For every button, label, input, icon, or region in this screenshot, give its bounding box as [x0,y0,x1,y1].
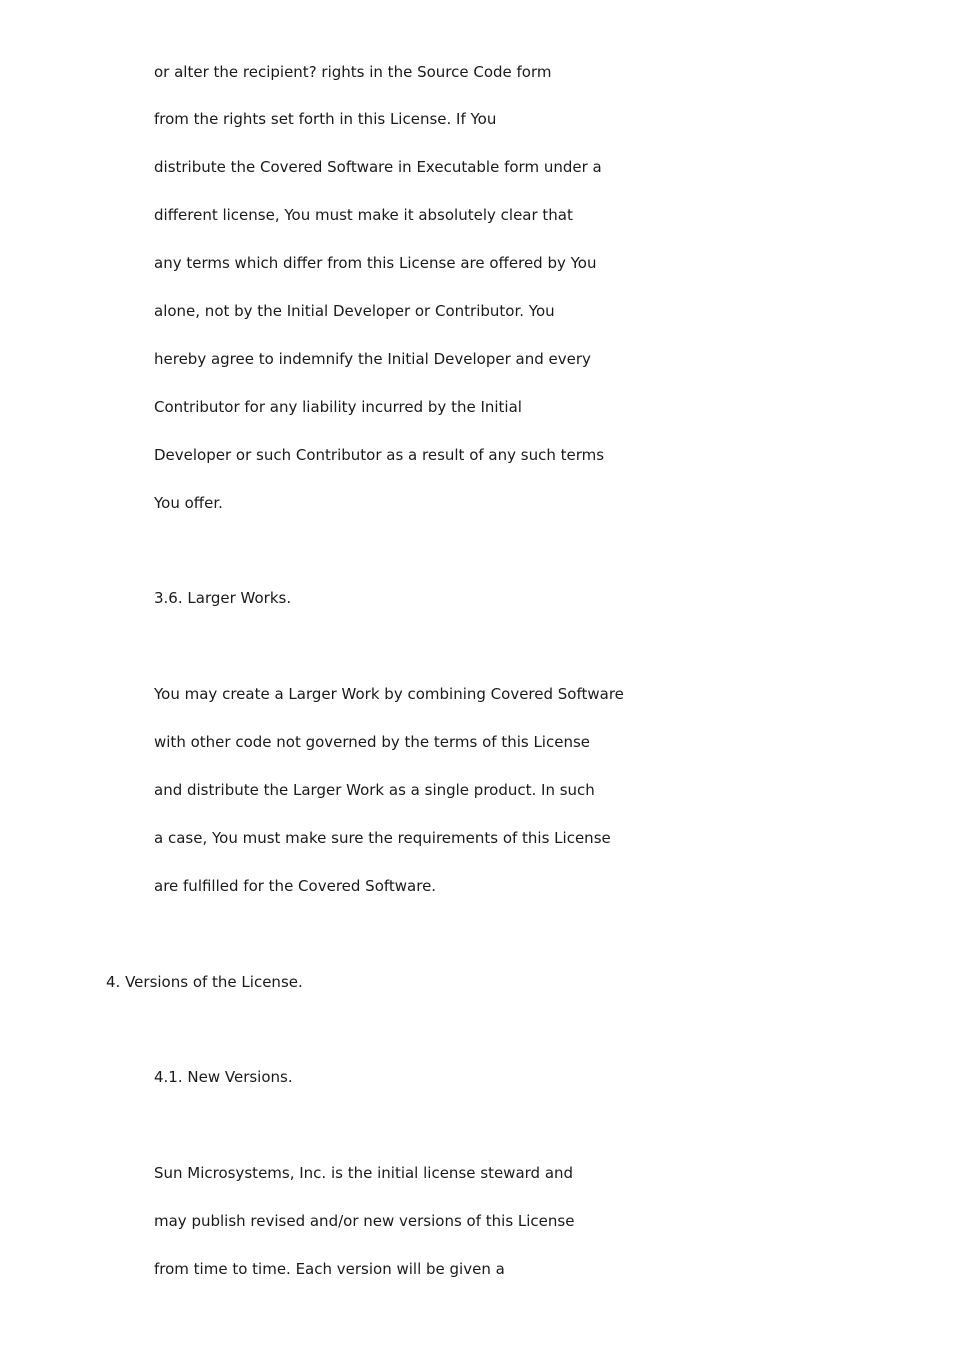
text-line: from time to time. Each version will be given a [154,1260,505,1278]
chapter-heading: 4. Versions of the License. [106,973,303,991]
text-line: You may create a Larger Work by combining Covered Software [154,685,624,703]
text-line: Sun Microsystems, Inc. is the initial license steward and [154,1164,574,1182]
text-line: Contributor for any liability incurred by the Initial [154,398,522,416]
text-line: or alter the recipient? rights in the Source Code form [154,63,552,81]
section-heading: 3.6. Larger Works. [154,589,292,607]
text-line: any terms which differ from this License are offered by You [154,254,597,272]
text-line: and distribute the Larger Work as a single product. In such [154,781,595,799]
text-line: You offer. [154,494,223,512]
text-line: from the rights set forth in this License. If You [154,110,497,128]
text-line: a case, You must make sure the requirements of this License [154,829,611,847]
text-line: different license, You must make it absolutely clear that [154,206,573,224]
text-line: alone, not by the Initial Developer or Contributor. You [154,302,555,320]
text-line: are fulfilled for the Covered Software. [154,877,437,895]
text-line: Developer or such Contributor as a result of any such terms [154,446,605,464]
text-line: with other code not governed by the terms of this License [154,733,591,751]
section-heading: 4.1. New Versions. [154,1068,293,1086]
text-line: hereby agree to indemnify the Initial Developer and every [154,350,591,368]
text-line: may publish revised and/or new versions of this License [154,1212,575,1230]
text-line: distribute the Covered Software in Executable form under a [154,158,602,176]
